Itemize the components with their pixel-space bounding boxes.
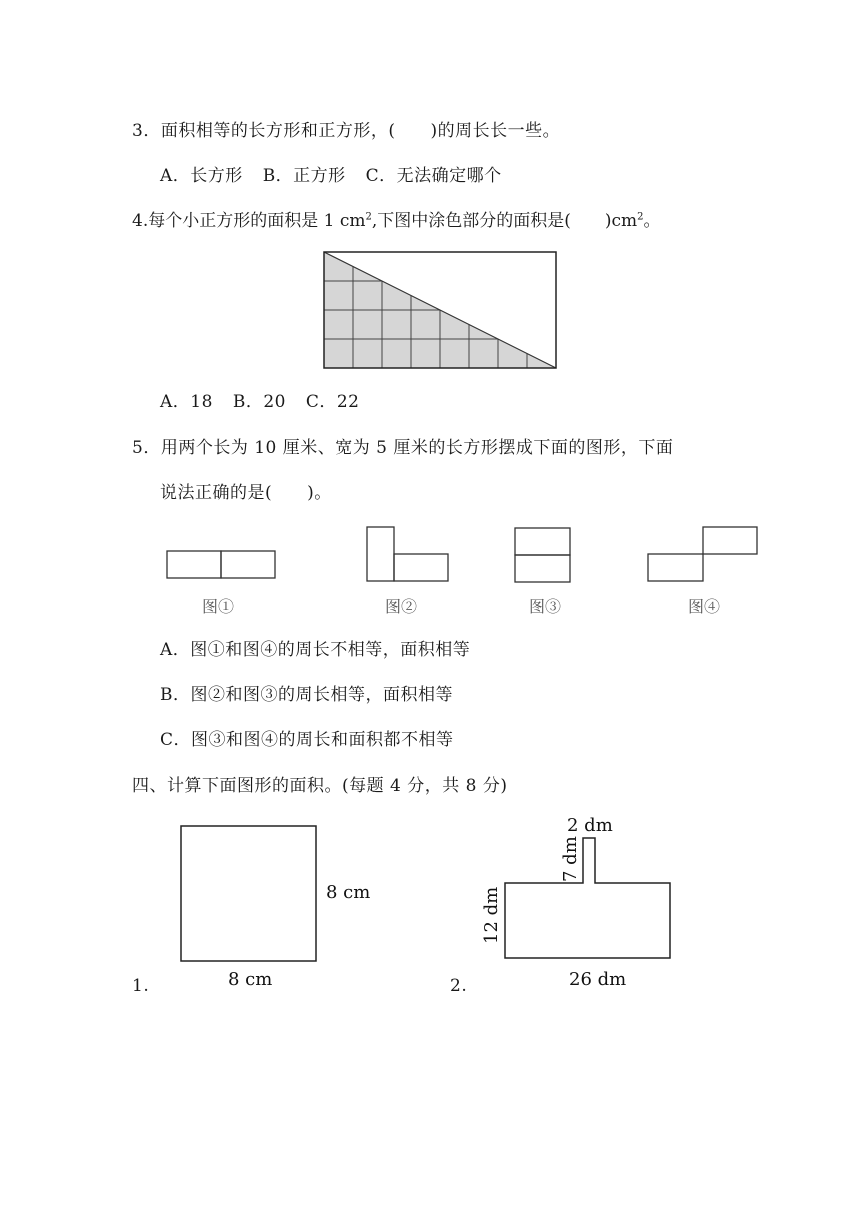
q5-option-a[interactable]: A．图①和图④的周长不相等，面积相等 (160, 640, 471, 660)
fig2-label: 图② (385, 597, 418, 616)
q5-option-c[interactable]: C．图③和图④的周长和面积都不相等 (160, 730, 454, 750)
square-side-right: 8 cm (326, 882, 371, 903)
problem-2-number: 2. (450, 976, 468, 996)
square-shape (181, 826, 316, 961)
q4-option-c[interactable]: C．22 (305, 392, 360, 412)
q3-option-c[interactable]: C．无法确定哪个 (365, 166, 502, 186)
fig4-label: 图④ (688, 597, 721, 616)
q5-option-b[interactable]: B．图②和图③的周长相等，面积相等 (160, 685, 453, 705)
fig3-label: 图③ (529, 597, 562, 616)
q3-stem: 3．面积相等的长方形和正方形，( )的周长长一些。 (132, 121, 561, 141)
q5-stem-line2: 说法正确的是( )。 (160, 483, 332, 503)
q4-option-b[interactable]: B．20 (232, 392, 286, 412)
fig1-label: 图① (202, 597, 235, 616)
q3-option-b[interactable]: B．正方形 (262, 166, 346, 186)
square-side-bottom: 8 cm (228, 969, 273, 990)
composite-stem-height: 7 dm (560, 836, 581, 882)
composite-top-width: 2 dm (567, 815, 613, 836)
q3-option-a[interactable]: A．长方形 (160, 166, 243, 186)
section4-title: 四、计算下面图形的面积。(每题 4 分，共 8 分) (132, 776, 508, 796)
composite-bottom-width: 26 dm (569, 969, 627, 990)
composite-shape (505, 838, 670, 958)
q4-option-a[interactable]: A．18 (160, 392, 213, 412)
q5-stem-line1: 5．用两个长为 10 厘米、宽为 5 厘米的长方形摆成下面的图形，下面 (132, 438, 674, 458)
problem-1-number: 1. (132, 976, 150, 996)
q4-stem: 4.每个小正方形的面积是 1 $cm^2$,下图中涂色部分的面积是( )$cm^2$。 (132, 211, 661, 231)
composite-left-height: 12 dm (481, 886, 502, 944)
